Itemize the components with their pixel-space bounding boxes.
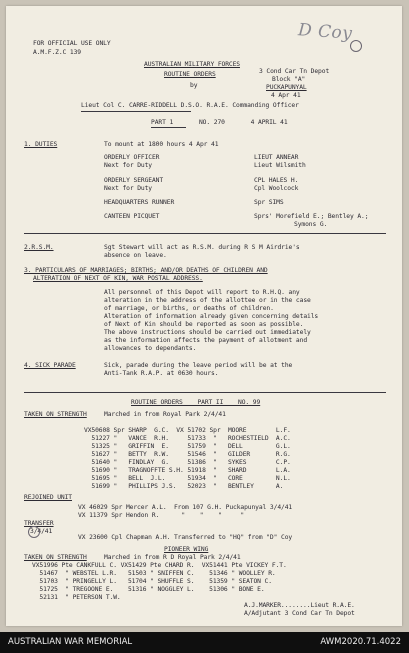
- part-1-line: PART 1 NO. 270 4 APRIL 41: [151, 119, 288, 126]
- strength-row: 51699 " PHILLIPS J.S. 52023 " BENTLEY A.: [84, 483, 284, 490]
- particulars-line: alteration in the address of the allottee or in the case: [104, 297, 311, 304]
- footer-accession-number: AWM2020.71.4022: [320, 637, 401, 647]
- punch-hole: [350, 40, 362, 52]
- section-rsm-heading: 2.R.S.M.: [24, 244, 54, 251]
- next-for-duty-label-2: Next for Duty: [104, 185, 152, 192]
- unit-line-3: PUCKAPUNYAL: [266, 84, 307, 91]
- orderly-sergeant-label: ORDERLY SERGEANT: [104, 177, 164, 184]
- strength-row: 51640 " FINDLAY G. 51386 " SYKES C.P.: [84, 459, 291, 466]
- next-sergeant-name: Cpl Woolcock: [254, 185, 299, 192]
- sick-parade-line-2: Anti-Tank R.A.P. at 0630 hours.: [104, 370, 219, 377]
- next-officer-name: Lieut Wilsmith: [254, 162, 306, 169]
- sick-parade-line-1: Sick, parade during the leave period will be at the: [104, 362, 293, 369]
- taken-on-strength-heading-2: TAKEN ON STRENGTH: [24, 554, 87, 561]
- classification-line-2: A.M.F.Z.C 139: [33, 49, 81, 56]
- section-particulars-heading-1: 3. PARTICULARS OF MARRIAGES; BIRTHS; AND/OR DEATHS OF CHILDREN AND: [24, 267, 268, 274]
- unit-line-2: Block "A": [272, 76, 306, 83]
- particulars-line: Alteration of information already given concerning details: [104, 313, 319, 320]
- header-title: AUSTRALIAN MILITARY FORCES: [144, 61, 240, 68]
- header-by: by: [190, 82, 198, 89]
- canteen-picquet-label: CANTEEN PICQUET: [104, 213, 160, 220]
- handwritten-annotation: D Coy: [297, 20, 354, 44]
- pioneer-wing-heading: PIONEER WING: [164, 546, 209, 553]
- part-1-underline: [151, 127, 186, 128]
- strength-row: 51695 " BELL J.L. 51934 " CORE N.L.: [84, 475, 291, 482]
- taken-on-strength-heading: TAKEN ON STRENGTH: [24, 411, 87, 418]
- footer-source: AUSTRALIAN WAR MEMORIAL: [8, 637, 133, 647]
- unit-line-1: 3 Cond Car Tn Depot: [259, 68, 330, 75]
- particulars-line: allowances to dependants.: [104, 345, 197, 352]
- particulars-line: as the information affects the payment of allotment and: [104, 337, 308, 344]
- particulars-line: of Next of Kin should be reported as soon as possible.: [104, 321, 304, 328]
- section-duties-heading: 1. DUTIES: [24, 141, 58, 148]
- strength-row: 51227 " VANCE R.H. 51733 " ROCHESTIELD A.C.: [84, 435, 291, 442]
- section-particulars-heading-2: ALTERATION OF NEXT OF KIN, WAR POSTAL ADDRESS.: [33, 275, 203, 282]
- strength-row: 51690 " TRAGNOFFTE S.H. 51918 " SHARD L.A.: [84, 467, 291, 474]
- rejoined-line-1: VX 46029 Spr Mercer A.L. From 107 G.H. Puckapunyal 3/4/41: [78, 504, 293, 511]
- punch-hole: [28, 526, 40, 538]
- next-for-duty-label-1: Next for Duty: [104, 162, 152, 169]
- pioneer-row: 51703 " PRINGELLY L. 51704 " SHUFFLE S. 51359 " SEATON C.: [32, 578, 272, 585]
- archive-footer: [0, 632, 409, 653]
- commander-line: Lieut Col C. CARRE-RIDDELL D.S.O. R.A.E. Commanding Officer: [81, 102, 299, 109]
- section-sick-parade-heading: 4. SICK PARADE: [24, 362, 76, 369]
- pioneer-row: VX51996 Pte CANKFULL C. VX51429 Pte CHARD R. VX51441 Pte VICKEY F.T.: [32, 562, 287, 569]
- pioneer-row: 52131 " PETERSON T.W.: [32, 594, 121, 601]
- marched-in-line: Marched in from Royal Park 2/4/41: [104, 411, 226, 418]
- hq-runner-label: HEADQUARTERS RUNNER: [104, 199, 175, 206]
- marched-in-line-2: Marched in from R D Royal Park 2/4/41: [104, 554, 241, 561]
- particulars-line: All personnel of this Depot will report to R.H.Q. any: [104, 289, 300, 296]
- orderly-officer-name: LIEUT ANNEAR: [254, 154, 299, 161]
- transfer-heading: TRANSFER: [24, 520, 54, 527]
- section-divider: [24, 392, 386, 393]
- rsm-line-1: Sgt Stewart will act as R.S.M. during R S M Airdrie's: [104, 244, 300, 251]
- rejoined-line-2: VX 11379 Spr Hendon R. " " " ": [78, 512, 245, 519]
- signature-line: A.J.MARKER........Lieut R.A.E.: [244, 602, 355, 609]
- header-subtitle: ROUTINE ORDERS: [164, 71, 216, 78]
- pioneer-row: 51467 " WEBSTEL L.R. 51503 " SNIFFEN C. 51346 " WOOLLEY R.: [32, 570, 276, 577]
- transfer-line: VX 23600 Cpl Chapman A.H. Transferred to "HQ" from "D" Coy: [78, 534, 293, 541]
- signature-title: A/Adjutant 3 Cond Car Tn Depot: [244, 610, 355, 617]
- particulars-line: The above instructions should be carried out immediately: [104, 329, 311, 336]
- canteen-picquet-names-2: Symons G.: [294, 221, 328, 228]
- commander-underline: [81, 111, 191, 112]
- classification-line-1: FOR OFFICIAL USE ONLY: [33, 40, 111, 47]
- strength-row: 51627 " BETTY R.W. 51546 " GILDER R.G.: [84, 451, 291, 458]
- duties-intro: To mount at 1800 hours 4 Apr 41: [104, 141, 219, 148]
- canteen-picquet-names-1: Sprs' Morefield E.; Bentley A.;: [254, 213, 369, 220]
- rejoined-unit-heading: REJOINED UNIT: [24, 494, 72, 501]
- pioneer-row: 51725 " TREGOONE E. 51316 " NOGGLEY L. 51306 " BONE E.: [32, 586, 265, 593]
- hq-runner-name: Spr SIMS: [254, 199, 284, 206]
- section-divider: [24, 233, 386, 234]
- orderly-officer-label: ORDERLY OFFICER: [104, 154, 160, 161]
- unit-date: 4 Apr 41: [271, 92, 301, 99]
- rsm-line-2: absence on leave.: [104, 252, 167, 259]
- transfer-date: 3/4/41: [30, 528, 53, 535]
- part-2-title: ROUTINE ORDERS PART II NO. 99: [131, 399, 261, 406]
- strength-row: VX50608 Spr SHARP G.C. VX 51702 Spr MOORE L.F.: [84, 427, 291, 434]
- strength-row: 51325 " GRIFFIN E. 51759 " DELL G.L.: [84, 443, 291, 450]
- order-sheet: [6, 6, 402, 626]
- orderly-sergeant-name: CPL HALES H.: [254, 177, 299, 184]
- particulars-line: of marriage, or births, or deaths of children.: [104, 305, 274, 312]
